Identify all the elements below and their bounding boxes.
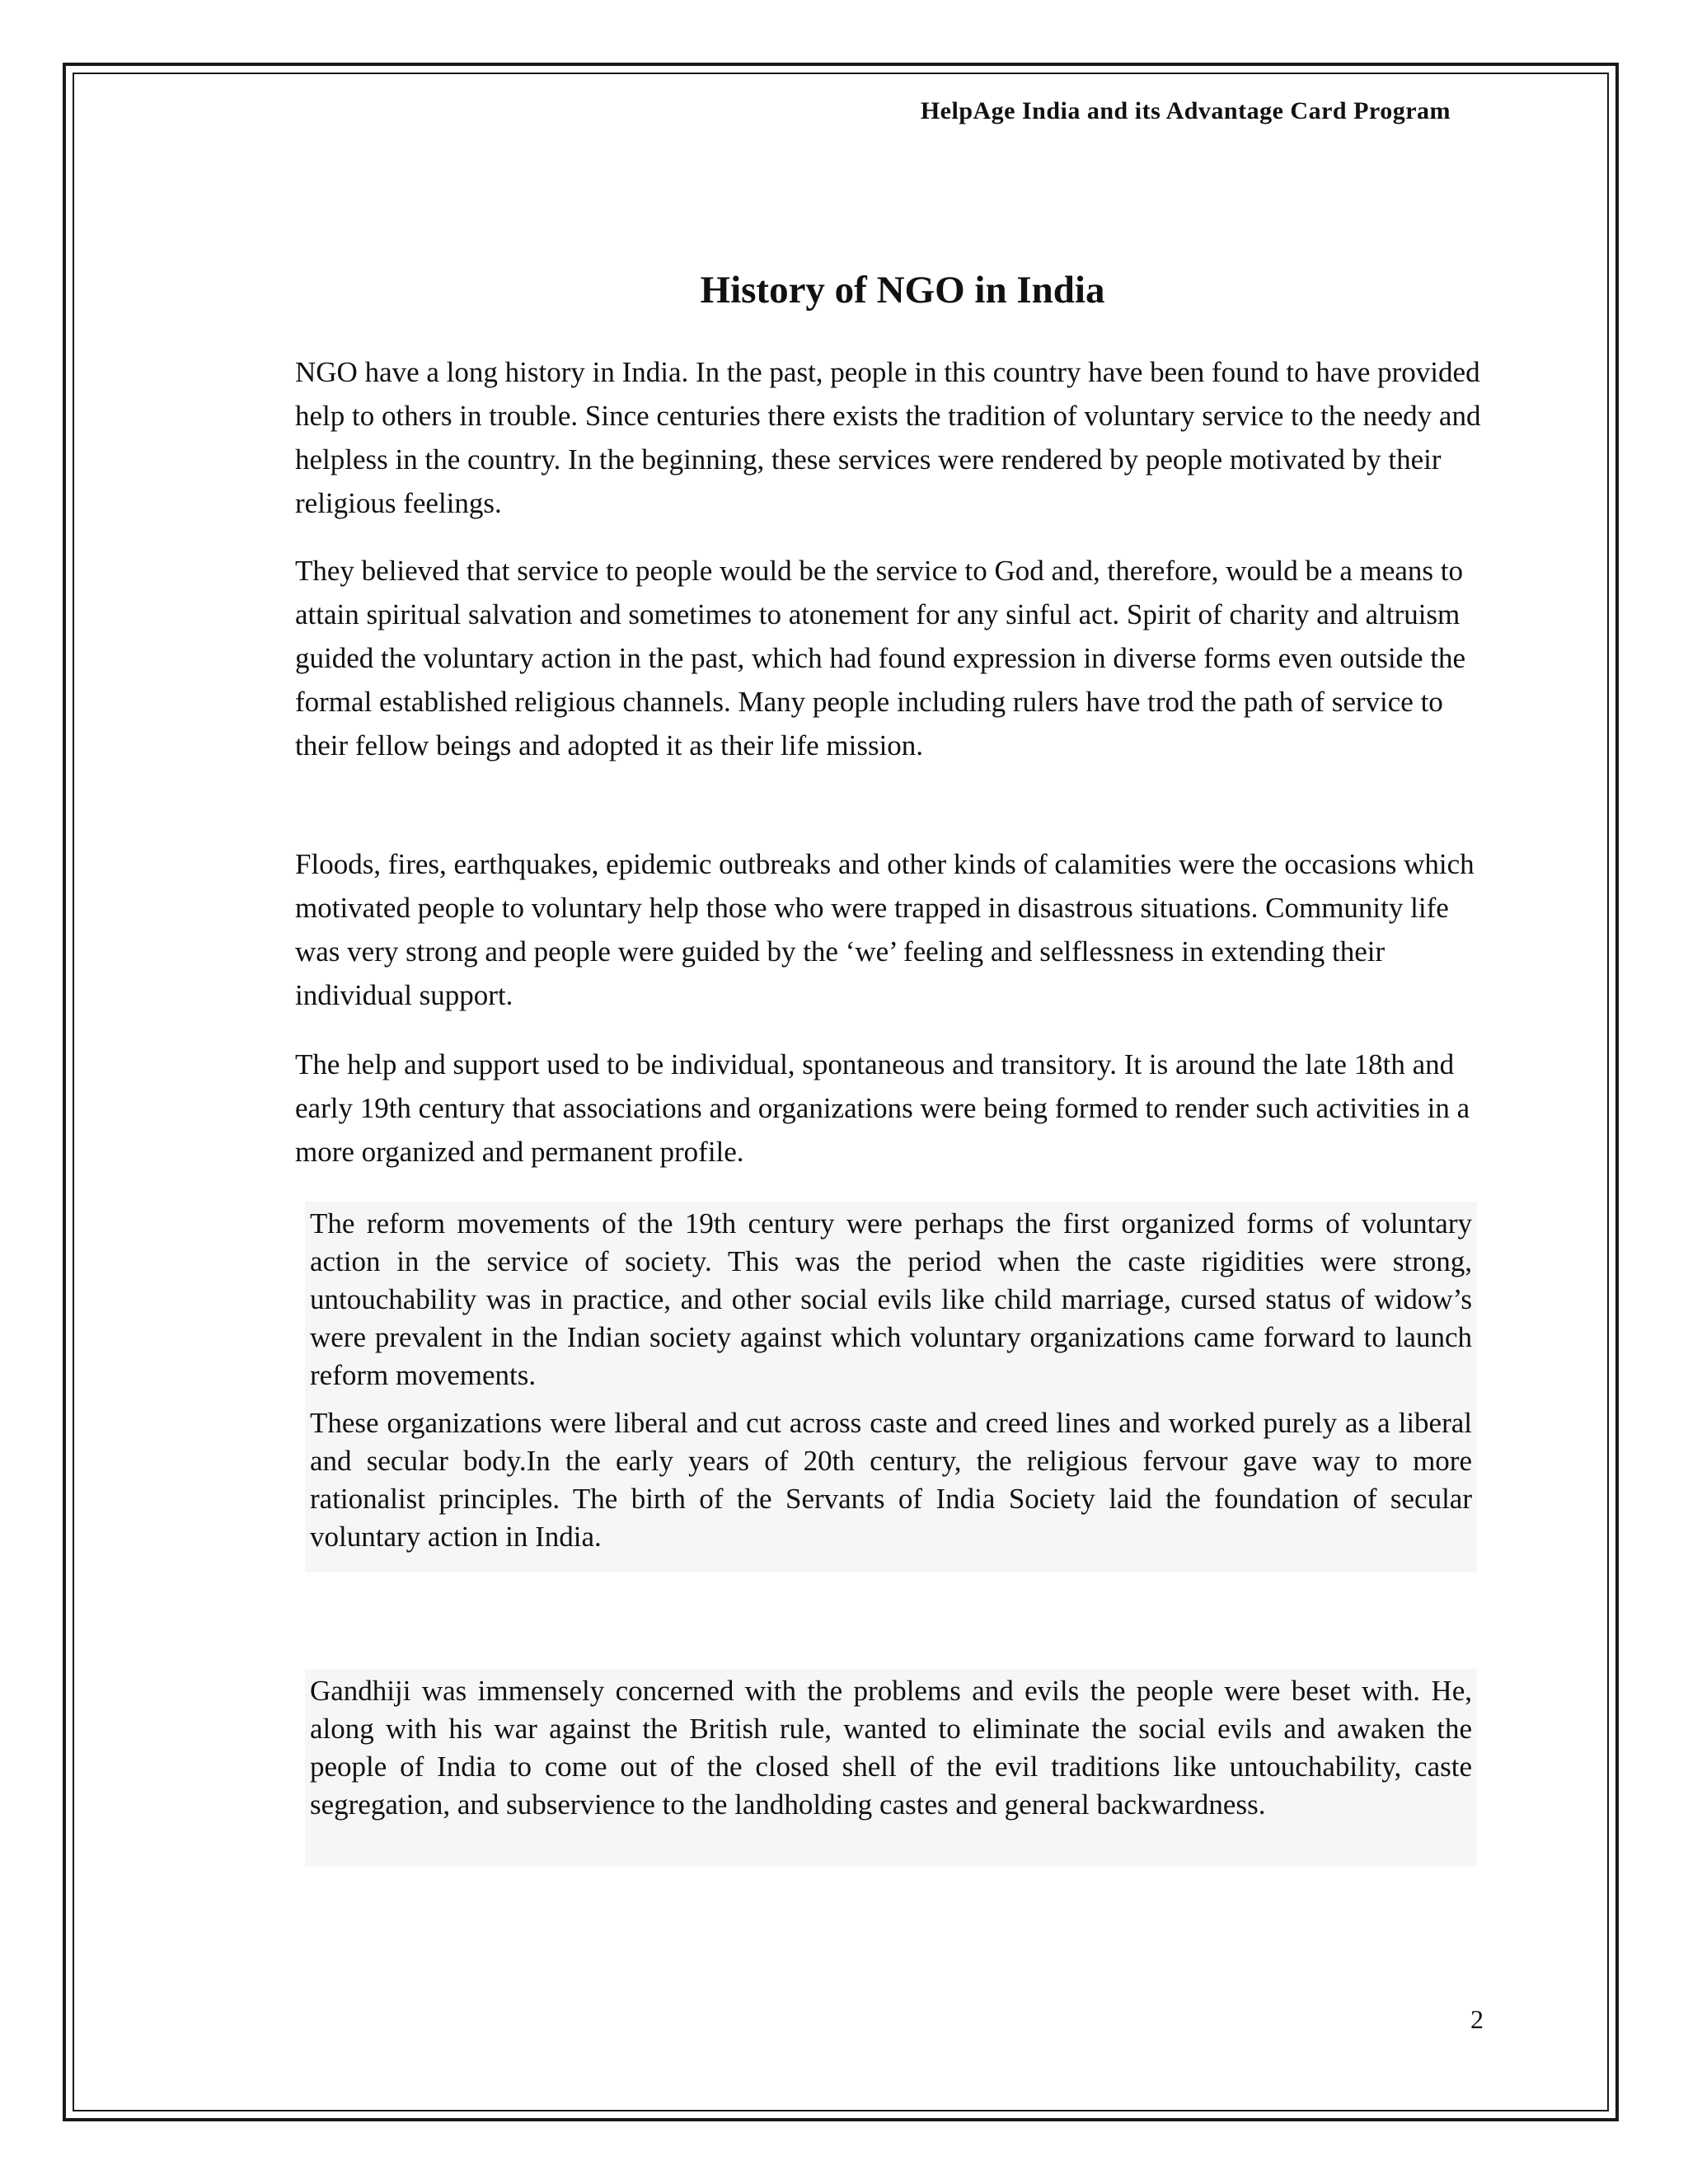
shaded-block-gandhiji [305,1669,1477,1867]
paragraph-1: NGO have a long history in India. In the past, people in this country have been found to have provided help to others in trouble. Since centuries there exists the tradition of voluntary service to the needy and helpless in the country. In the beginning, these services were rendered by people motivated by their religious feelings. [295,356,1481,519]
shaded-paragraph-2: These organizations were liberal and cut across caste and creed lines and worked purely as a liberal and secular body.In the early years of 20th century, the religious fervour gave way to more rationalist principles. The birth of the Servants of India Society laid the foundation of secular voluntary action in India. [310,1407,1472,1553]
running-header: HelpAge India and its Advantage Card Program [920,97,1451,124]
page-number: 2 [1470,2004,1484,2034]
page-title: History of NGO in India [700,269,1105,312]
paragraph-2: They believed that service to people would be the service to God and, therefore, would be a means to attain spiritual salvation and sometimes to atonement for any sinful act. Spirit of charity and altruism guided the voluntary action in the past, which had found expression in diverse forms even outside the formal established religious channels. Many people including rulers have trod the path of service to their fellow beings and adopted it as their life mission. [295,555,1466,762]
shaded-block-reform [305,1202,1477,1572]
shaded-paragraph-1: The reform movements of the 19th century were perhaps the first organized forms of voluntary action in the service of society. This was the period when the caste rigidities were strong, untouchability was in practice, and other social evils like child marriage, cursed status of widow’s were prevalent in the Indian society against which voluntary organizations came forward to launch reform movements. [310,1207,1472,1391]
shaded-paragraph-3: Gandhiji was immensely concerned with the problems and evils the people were beset with. He, along with his war against the British rule, wanted to eliminate the social evils and awaken the people of India to come out of the closed shell of the evil traditions like untouchability, caste segregation, and subservience to the landholding castes and general backwardness. [310,1675,1472,1821]
paragraph-3: Floods, fires, earthquakes, epidemic outbreaks and other kinds of calamities were the occasions which motivated people to voluntary help those who were trapped in disastrous situations. Community life was very strong and people were guided by the ‘we’ feeling and selflessness in extending their individual support. [295,848,1475,1011]
paragraph-4: The help and support used to be individual, spontaneous and transitory. It is around the late 18th and early 19th century that associations and organizations were being formed to render such activities in a more organized and permanent profile. [295,1048,1470,1168]
